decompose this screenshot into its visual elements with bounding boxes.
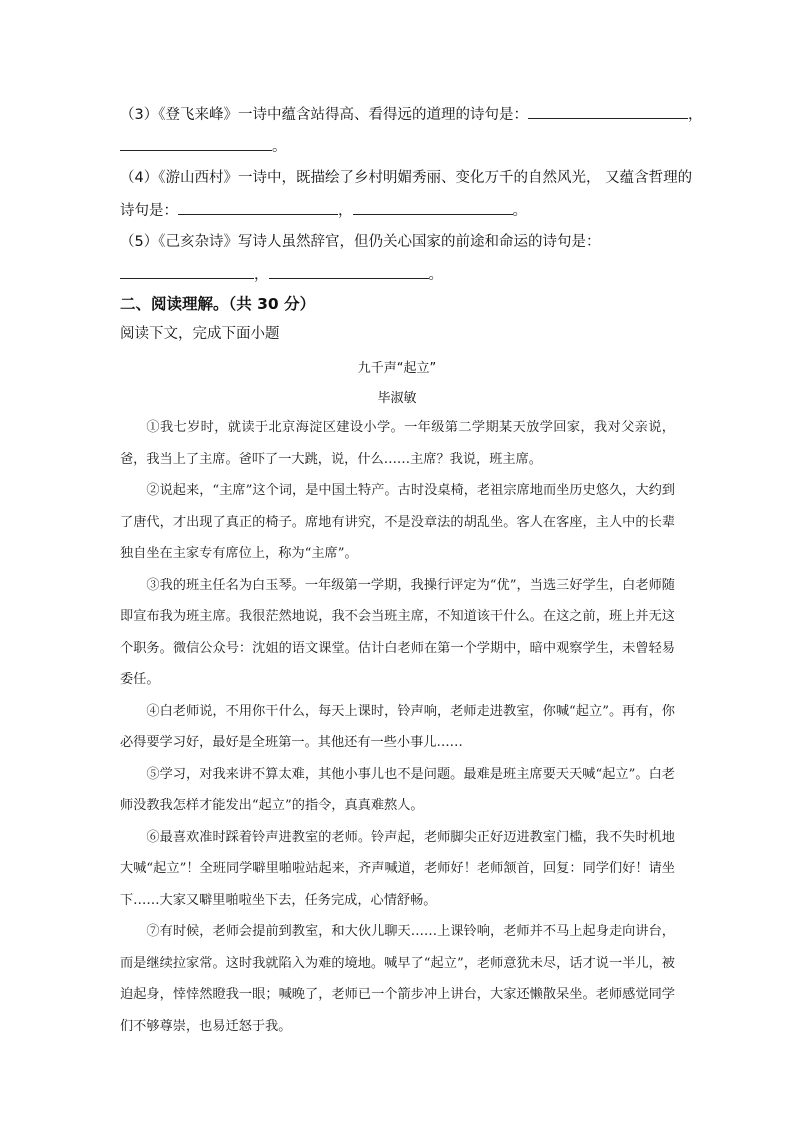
article-paragraph: ③我的班主任名为白玉琴。一年级第一学期，我操行评定为“优”，当选三好学生，白老师随即宣布我为班主席。我很茫然地说，我不会当班主席，不知道该干什么。在这之前，班上并无这个职务。微信公众号：沈姐的语文课堂。估计白老师在第一个学期中，暗中观察学生，未曾轻易委任。 (120, 577, 675, 687)
question-3-line1: （3）《登飞来峰》一诗中蕴含站得高、看得远的道理的诗句是： ， (120, 104, 702, 125)
article-author: 毕淑敏 (377, 391, 417, 406)
question-4-line1: （4）《游山西村》一诗中，既描绘了乡村明媚秀丽、变化万千的自然风光， 又蕴含哲理的 (120, 170, 693, 186)
article-paragraph: ⑤学习，对我来讲不算太难，其他小事儿也不是问题。最难是班主席要天天喊“起立”。白老师没教我怎样才能发出“起立”的指令，真真难熬人。 (120, 766, 675, 813)
section-heading: 二、阅读理解。（共 30 分） (120, 295, 316, 313)
question-5-line2: ， 。 (120, 264, 443, 285)
answer-blank[interactable] (528, 104, 688, 119)
article-paragraph: ②说起来，“主席”这个词，是中国土特产。古时没桌椅，老祖宗席地而坐历史悠久，大约到了唐代，才出现了真正的椅子。席地有讲究，不是没章法的胡乱坐。客人在客座，主人中的长辈独自坐在主家专有席位上，称为“主席”。 (120, 483, 675, 561)
question-3-prompt: （3）《登飞来峰》一诗中蕴含站得高、看得远的道理的诗句是： (120, 107, 528, 123)
question-5-line1: （5）《己亥杂诗》写诗人虽然辞官，但仍关心国家的前途和命运的诗句是： (120, 234, 601, 250)
answer-blank[interactable] (353, 200, 513, 215)
article-paragraph: ①我七岁时，就读于北京海淀区建设小学。一年级第二学期某天放学回家，我对父亲说，爸，我当上了主席。爸吓了一大跳，说，什么……主席？我说，班主席。 (120, 420, 675, 467)
answer-blank[interactable] (120, 136, 272, 151)
answer-blank[interactable] (120, 264, 254, 279)
article-paragraph: ④白老师说，不用你干什么，每天上课时，铃声响，老师走进教室，你喊“起立”。再有，你必得要学习好，最好是全班第一。其他还有一些小事儿…… (120, 703, 675, 750)
question-4-line2: 诗句是： ， 。 (120, 200, 527, 221)
answer-blank[interactable] (178, 200, 338, 215)
question-3-line2: 。 (120, 136, 287, 157)
section-instruction: 阅读下文，完成下面小题 (120, 326, 280, 342)
article-title: 九千声“起立” (357, 361, 437, 376)
article-body (120, 412, 675, 1042)
article-paragraph: ⑥最喜欢准时踩着铃声进教室的老师。铃声起，老师脚尖正好迈进教室门槛，我不失时机地大喊“起立”！全班同学噼里啪啦站起来，齐声喊道，老师好！老师颔首，回复：同学们好！请坐下……大家又噼里啪啦坐下去，任务完成，心情舒畅。 (120, 829, 675, 908)
article-paragraph: ⑦有时候，老师会提前到教室，和大伙儿聊天……上课铃响，老师并不马上起身走向讲台，而是继续拉家常。这时我就陷入为难的境地。喊早了“起立”，老师意犹未尽，话才说一半儿，被迫起身，悻悻然瞪我一眼；喊晚了，老师已一个箭步冲上讲台，大家还懒散呆坐。老师感觉同学们不够尊崇，也易迁怒于我。 (120, 924, 675, 1034)
answer-blank[interactable] (269, 264, 429, 279)
